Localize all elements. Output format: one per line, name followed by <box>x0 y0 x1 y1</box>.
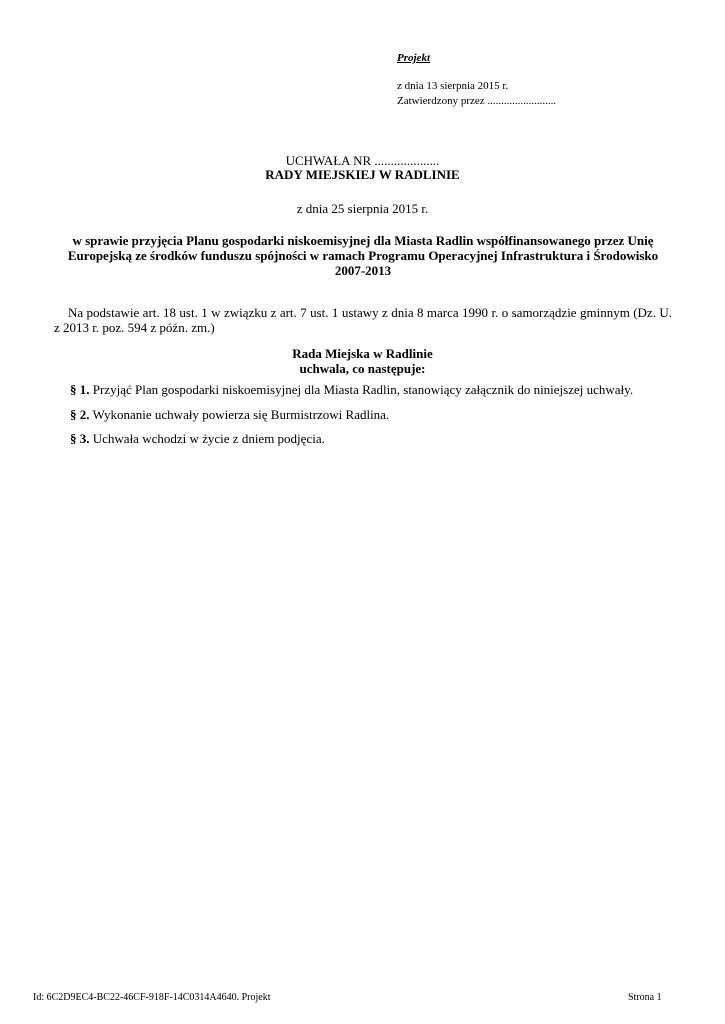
paragraph-number: § 2. <box>70 407 90 422</box>
paragraph-text: Wykonanie uchwały powierza się Burmistrzowi Radlina. <box>89 407 390 422</box>
paragraph-1 <box>70 382 633 398</box>
document-id: Id: 6C2D9EC4-BC22-46CF-918F-14C0314A4640. Projekt <box>33 992 271 1003</box>
paragraph-2 <box>70 407 389 423</box>
page-number: Strona 1 <box>628 992 662 1003</box>
paragraph-3 <box>70 431 325 447</box>
council-name: RADY MIEJSKIEJ W RADLINIE <box>265 167 460 182</box>
paragraph-text: Uchwała wchodzi w życie z dniem podjęcia. <box>89 431 325 446</box>
paragraph-number: § 1. <box>70 382 90 397</box>
legal-basis: Na podstawie art. 18 ust. 1 w związku z art. 7 ust. 1 ustawy z dnia 8 marca 1990 r. o samorządzie gminnym (Dz. U. z 2013 r. poz. 594 z późn. zm.) <box>54 305 672 335</box>
draft-date: z dnia 13 sierpnia 2015 r. <box>397 80 509 92</box>
paragraph-number: § 3. <box>70 431 90 446</box>
approved-by: Zatwierdzony przez ......................... <box>397 95 557 107</box>
resolution-date: z dnia 25 sierpnia 2015 r. <box>296 201 429 216</box>
resolution-number: UCHWAŁA NR .................... <box>285 153 440 168</box>
resolution-subject: w sprawie przyjęcia Planu gospodarki niskoemisyjnej dla Miasta Radlin współfinansowanego przez Unię Europejską ze środków funduszu spójności w ramach Programu Operacyjnej Infrastruktura i Środowisko 2007-2013 <box>67 233 659 278</box>
council-decision-line2: uchwala, co następuje: <box>299 361 426 376</box>
paragraph-text: Przyjąć Plan gospodarki niskoemisyjnej dla Miasta Radlin, stanowiący załącznik do niniejszej uchwały. <box>89 382 634 397</box>
draft-label: Projekt <box>397 52 430 64</box>
council-decision-line1: Rada Miejska w Radlinie <box>292 346 433 361</box>
